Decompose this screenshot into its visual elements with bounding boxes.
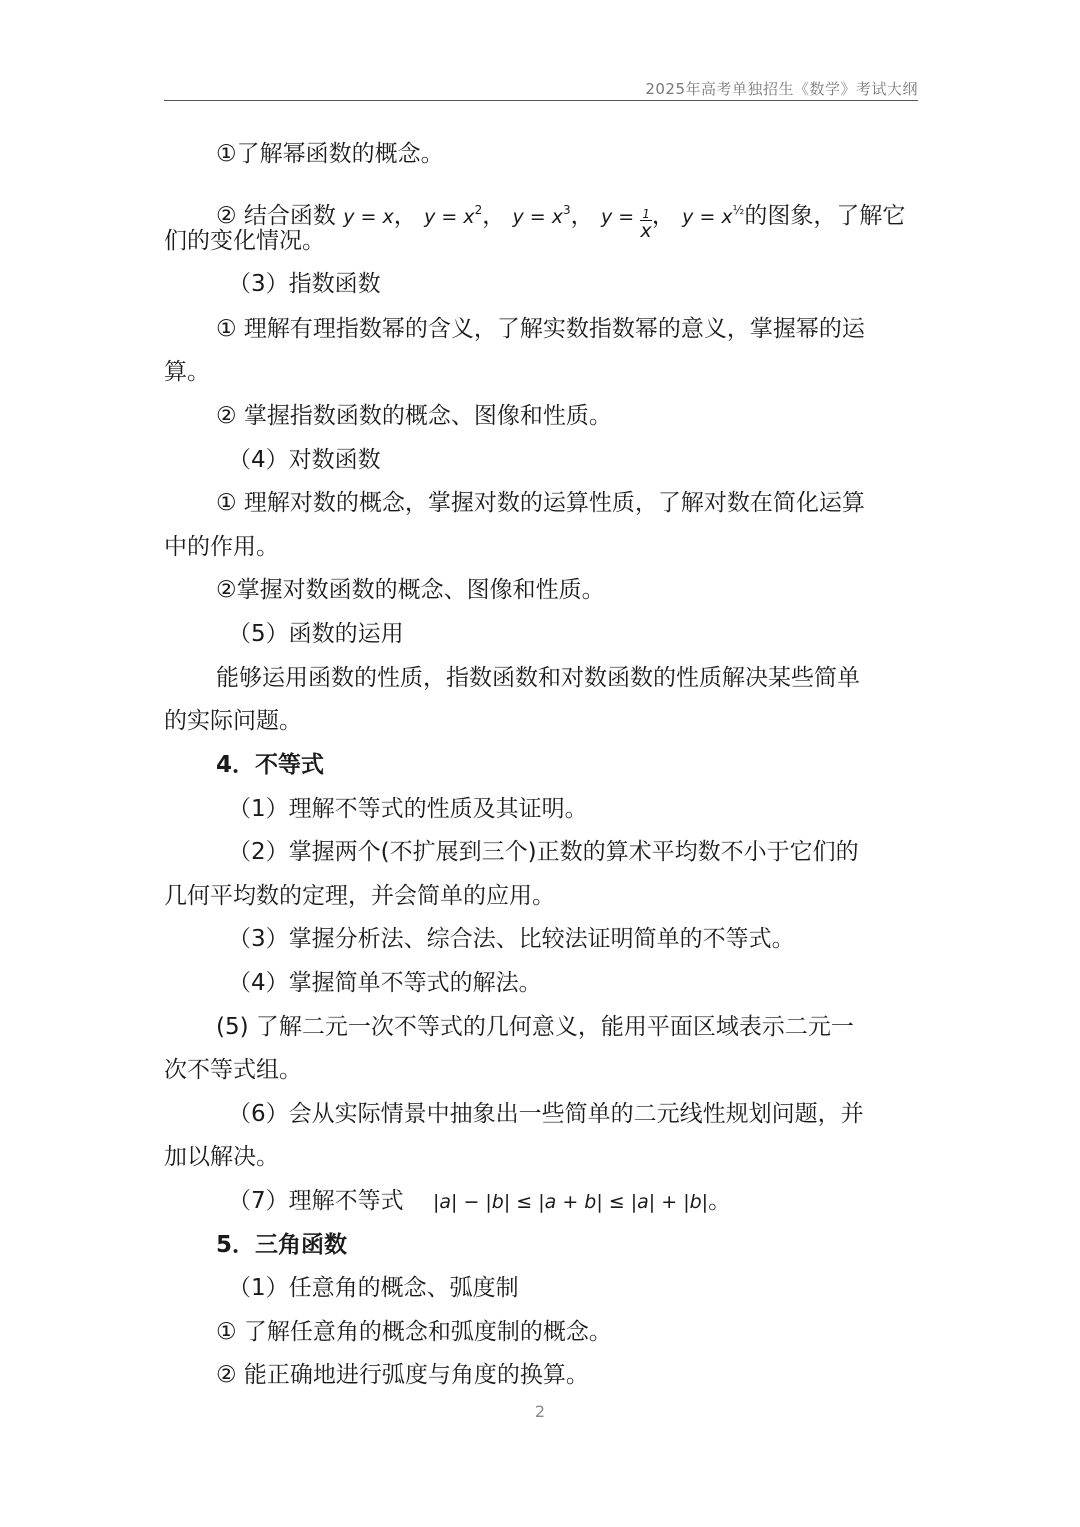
section-heading-inequalities: 4．不等式 (216, 752, 325, 778)
paragraph-power-graphs: ② 结合函数 y = x， $y = x^2$， $y = x^3$， y = $\frac{1}{x}$ ， $y = x^{\frac{1}{2}}$的图象，了解它 (216, 203, 906, 242)
text-prefix: ② 结合函数 (216, 203, 336, 229)
paragraph-log-1-cont: 中的作用。 (164, 534, 279, 560)
paragraph-ineq-2-cont: 几何平均数的定理，并会简单的应用。 (164, 883, 555, 909)
paragraph-ineq-6: （6）会从实际情景中抽象出一些简单的二元线性规划问题，并 (228, 1101, 864, 1127)
paragraph-exp-2: ② 掌握指数函数的概念、图像和性质。 (216, 403, 612, 429)
paragraph-exp-1: ① 理解有理指数幂的含义，了解实数指数幂的意义，掌握幂的运 (216, 316, 865, 342)
paragraph-ineq-3: （3）掌握分析法、综合法、比较法证明简单的不等式。 (228, 926, 795, 952)
paragraph-log-1: ① 理解对数的概念，掌握对数的运算性质，了解对数在简化运算 (216, 490, 865, 516)
subheading-function-use: （5）函数的运用 (228, 621, 404, 647)
paragraph-log-2: ②掌握对数函数的概念、图像和性质。 (216, 577, 605, 603)
paragraph-ineq-5-cont: 次不等式组。 (164, 1057, 302, 1083)
running-header: 2025年高考单独招生《数学》考试大纲 (645, 80, 918, 98)
formula-y-eq-x: y = x (343, 206, 394, 228)
paragraph-ineq-4: （4）掌握简单不等式的解法。 (228, 970, 542, 996)
paragraph-power-graphs-cont: 们的变化情况。 (164, 228, 325, 254)
paragraph-function-use: 能够运用函数的性质，指数函数和对数函数的性质解决某些简单 (216, 665, 860, 691)
paragraph-function-use-cont: 的实际问题。 (164, 708, 302, 734)
page-number: 2 (534, 1402, 546, 1421)
header-divider (164, 100, 918, 101)
paragraph-angle-1: ① 了解任意角的概念和弧度制的概念。 (216, 1319, 612, 1345)
subheading-angle: （1）任意角的概念、弧度制 (228, 1275, 519, 1301)
paragraph-ineq-7: （7）理解不等式 |a| − |b| ≤ |a + b| ≤ |a| + |b|。 (228, 1188, 732, 1214)
paragraph-angle-2: ② 能正确地进行弧度与角度的换算。 (216, 1362, 589, 1388)
formula-y-eq-x-half: $y = x^{\frac{1}{2}}$ (682, 203, 745, 228)
subheading-logarithm: （4）对数函数 (228, 447, 381, 473)
paragraph-ineq-6-cont: 加以解决。 (164, 1144, 279, 1170)
paragraph-ineq-5: (5) 了解二元一次不等式的几何意义，能用平面区域表示二元一 (216, 1014, 854, 1040)
subheading-exponential: （3）指数函数 (228, 271, 381, 297)
paragraph-power-concept: ①了解幂函数的概念。 (216, 141, 444, 167)
paragraph-ineq-1: （1）理解不等式的性质及其证明。 (228, 796, 588, 822)
formula-y-eq-1-over-x: y = $\frac{1}{x}$ (600, 206, 652, 242)
paragraph-exp-1-cont: 算。 (164, 359, 210, 385)
section-heading-trig: 5．三角函数 (216, 1232, 348, 1258)
formula-y-eq-x3: $y = x^3$ (512, 203, 571, 228)
paragraph-ineq-2: （2）掌握两个(不扩展到三个)正数的算术平均数不小于它们的 (228, 839, 859, 865)
formula-triangle-inequality: |a| − |b| ≤ |a + b| ≤ |a| + |b| (432, 1191, 709, 1213)
formula-y-eq-x2: $y = x^2$ (424, 203, 483, 228)
